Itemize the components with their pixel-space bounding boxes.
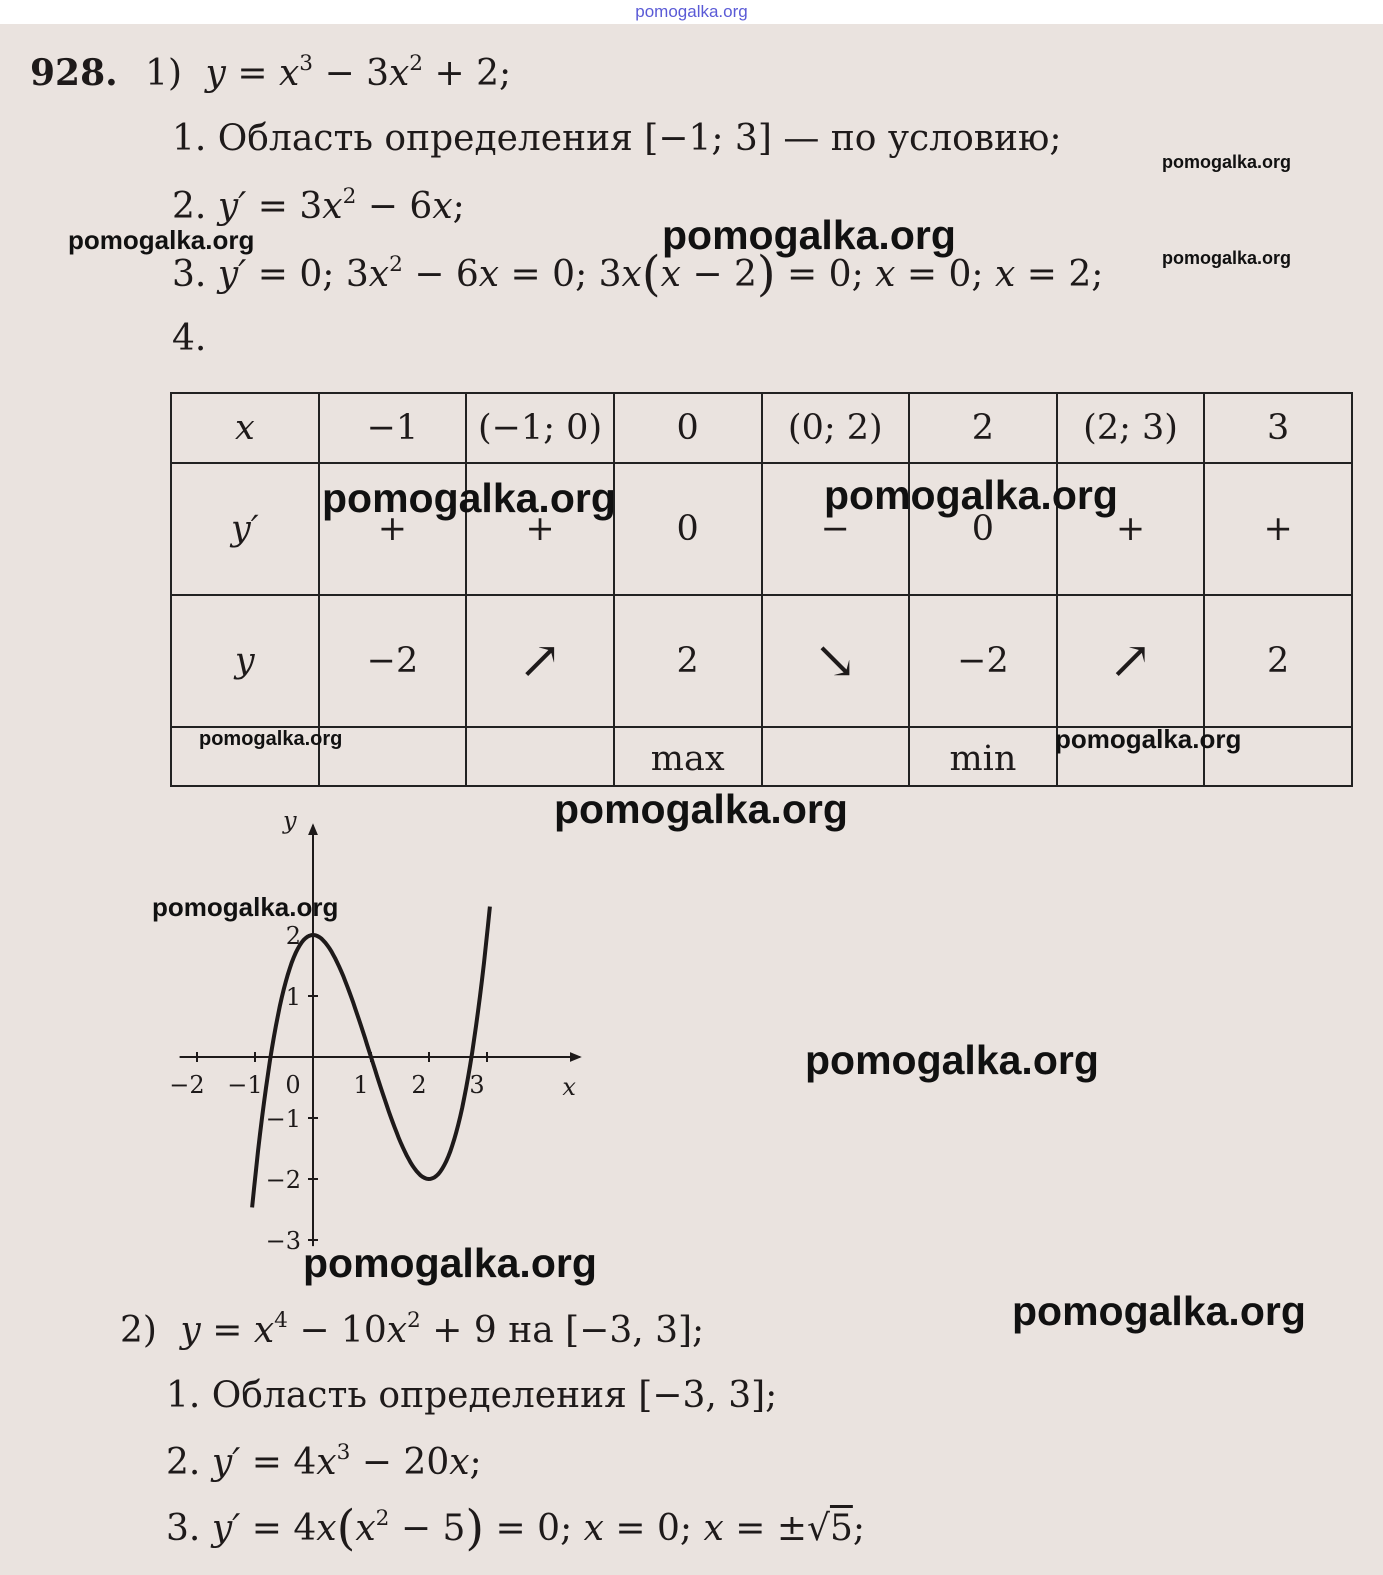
x-tick-label: 3 bbox=[469, 1071, 485, 1099]
watermark: pomogalka.org bbox=[1162, 152, 1292, 172]
function-graph bbox=[160, 815, 600, 1265]
y-tick-label: 1 bbox=[285, 983, 301, 1011]
x-tick-label: −1 bbox=[227, 1071, 263, 1099]
watermark: pomogalka.org bbox=[824, 472, 1118, 518]
increasing-arrow: ↗ bbox=[466, 595, 614, 727]
part2-step3: 3. $y' = 4x(x^2 - 5) = 0$; x = 0; x = ±√5; bbox=[166, 1499, 865, 1556]
problem-number: 928. bbox=[30, 52, 118, 94]
x-axis-label: x bbox=[562, 1073, 576, 1101]
watermark: pomogalka.org bbox=[152, 892, 339, 922]
table-cell-max: max bbox=[614, 727, 762, 786]
part2-equation: $y = x^4 - 10x^2 + 9$ на [−3, 3]; bbox=[180, 1307, 705, 1351]
table-cell: (0; 2) bbox=[762, 393, 910, 463]
part1-step1: 1. Область определения [−1; 3] — по условию; bbox=[172, 118, 1062, 159]
table-row-x bbox=[171, 393, 1352, 463]
watermark: pomogalka.org bbox=[322, 475, 616, 521]
part2-step2: 2. $y' = 4x^3 - 20x$; bbox=[166, 1439, 482, 1483]
table-cell: + bbox=[319, 463, 467, 595]
table-cell: 0 bbox=[614, 393, 762, 463]
table-row-function bbox=[171, 595, 1352, 727]
problem-heading bbox=[30, 52, 511, 94]
x-tick-label: 2 bbox=[411, 1071, 427, 1099]
table-cell: + bbox=[1057, 463, 1205, 595]
header-watermark: pomogalka.org bbox=[635, 2, 748, 21]
watermark: pomogalka.org bbox=[199, 728, 343, 750]
table-cell: 0 bbox=[614, 463, 762, 595]
table-cell: y′ bbox=[171, 463, 319, 595]
table-cell bbox=[762, 727, 910, 786]
part2-label: 2) bbox=[120, 1310, 157, 1351]
watermark: pomogalka.org bbox=[1055, 724, 1242, 754]
table-cell: x bbox=[171, 393, 319, 463]
table-cell: −2 bbox=[319, 595, 467, 727]
watermark: pomogalka.org bbox=[68, 225, 255, 255]
watermark: pomogalka.org bbox=[1012, 1288, 1306, 1334]
table-cell: + bbox=[466, 463, 614, 595]
table-cell: −2 bbox=[909, 595, 1057, 727]
table-cell: − bbox=[762, 463, 910, 595]
watermark: pomogalka.org bbox=[554, 786, 848, 832]
y-tick-label: −2 bbox=[265, 1166, 301, 1194]
part2-heading bbox=[120, 1307, 705, 1351]
part1-step2: 2. $y' = 3x^2 - 6x$; bbox=[172, 183, 465, 227]
table-cell: 2 bbox=[614, 595, 762, 727]
x-tick-label: −2 bbox=[169, 1071, 205, 1099]
table-cell: −1 bbox=[319, 393, 467, 463]
table-cell: 3 bbox=[1204, 393, 1352, 463]
y-tick-label: 2 bbox=[285, 922, 301, 950]
increasing-arrow: ↗ bbox=[1057, 595, 1205, 727]
y-tick-label: −3 bbox=[265, 1227, 301, 1255]
watermark: pomogalka.org bbox=[662, 212, 956, 258]
table-cell: (−1; 0) bbox=[466, 393, 614, 463]
table-cell-min: min bbox=[909, 727, 1057, 786]
x-tick-label: 1 bbox=[353, 1071, 369, 1099]
table-cell: 2 bbox=[909, 393, 1057, 463]
watermark: pomogalka.org bbox=[303, 1240, 597, 1286]
part1-equation: $y = x^3 - 3x^2 + 2$; bbox=[205, 50, 512, 94]
y-axis-label: y bbox=[283, 815, 297, 835]
watermark: pomogalka.org bbox=[1162, 248, 1292, 268]
table-cell: (2; 3) bbox=[1057, 393, 1205, 463]
y-tick-label: −1 bbox=[265, 1105, 301, 1133]
table-cell: y bbox=[171, 595, 319, 727]
table-cell: 2 bbox=[1204, 595, 1352, 727]
table-cell: 0 bbox=[909, 463, 1057, 595]
part1-step4: 4. bbox=[172, 318, 207, 359]
part1-label: 1) bbox=[145, 53, 183, 94]
table-cell: + bbox=[1204, 463, 1352, 595]
x-tick-label: 0 bbox=[285, 1071, 301, 1099]
decreasing-arrow: ↘ bbox=[762, 595, 910, 727]
part2-step1: 1. Область определения [−3, 3]; bbox=[166, 1375, 778, 1416]
part1-step3: 3. y′ = 0; $3x^2 - 6x = 0$; 3x(x − 2) = 0; x = 0; x = 2; bbox=[172, 245, 1104, 302]
watermark: pomogalka.org bbox=[805, 1037, 1099, 1083]
table-cell bbox=[466, 727, 614, 786]
